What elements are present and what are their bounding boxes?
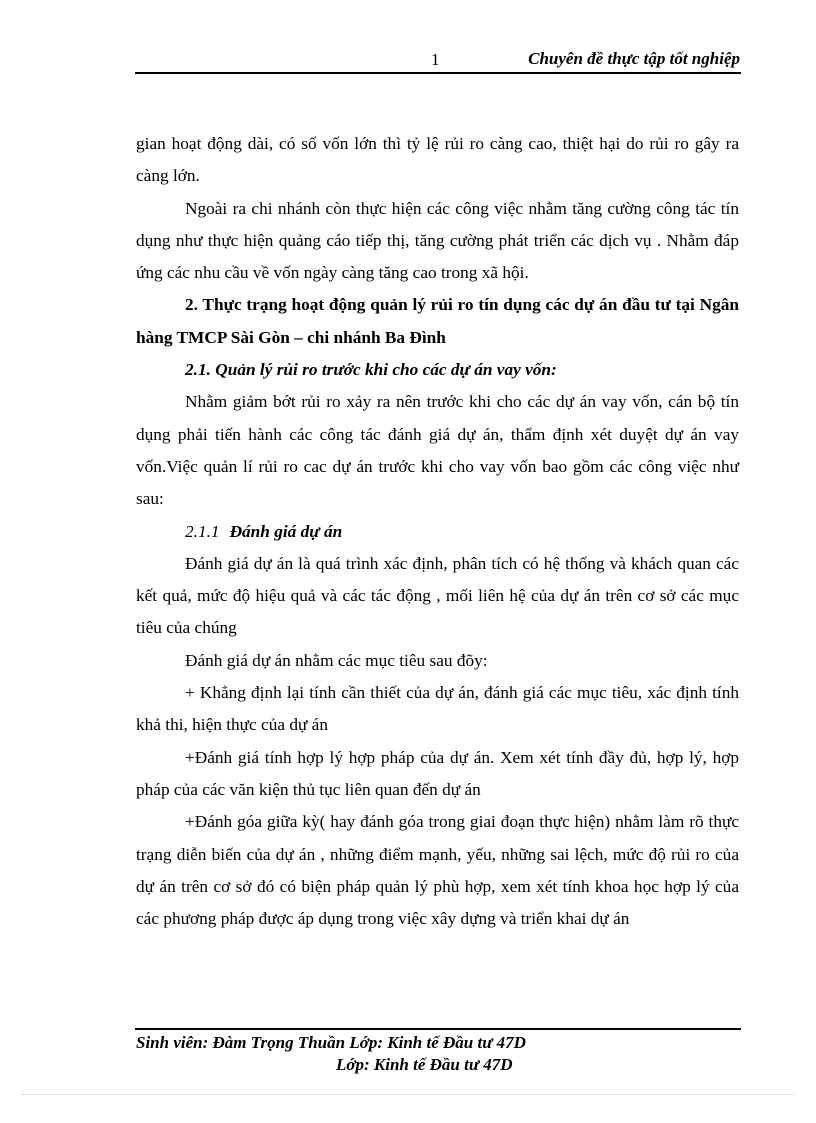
section-heading: 2. Thực trạng hoạt động quản lý rủi ro tín dụng các dự án đầu tư tại Ngân hàng TMCP Sài Gòn – chi nhánh Ba Đình [136,295,739,347]
subsection-heading: 2.1. Quản lý rủi ro trước khi cho các dự án vay vốn: [185,360,557,380]
footer-divider [135,1028,741,1030]
footer-class-line: Lớp: Kinh tế Đầu tư 47D [336,1055,513,1074]
footer-student-line: Sinh viên: Đàm Trọng Thuần Lớp: Kinh tế Đầu tư 47D [136,1033,526,1052]
subsubsection-title: Đánh giá dự án [229,521,343,541]
header-title: Chuyên đề thực tập tốt nghiệp [528,49,740,68]
page-boundary [22,1094,794,1095]
header-divider [135,72,741,74]
paragraph: Nhằm giảm bớt rủi ro xảy ra nên trước khi cho các dự án vay vốn, cán bộ tín dụng phải tiến hành các công tác đánh giá dự án, thẩm định xét duyệt dự án vay vốn.Việc quản lí rủi ro cac dự án trước khi cho vay vốn bao gồm các công việc như sau: [136,392,739,509]
paragraph: gian hoạt động dài, có số vốn lớn thì tỷ lệ rủi ro càng cao, thiệt hại do rủi ro gây ra càng lớn. [136,134,739,186]
subsubsection-number: 2.1.1 [185,521,220,541]
paragraph: Đánh giá dự án là quá trình xác định, phân tích có hệ thống và khách quan các kết quả, mức độ hiệu quả và các tác động , mối liên hệ của dự án trên cơ sở các mục tiêu của chúng [136,553,739,638]
list-item: + Khẳng định lại tính cần thiết của dự án, đánh giá các mục tiêu, xác định tính khả thi, hiện thực của dự án [136,683,739,735]
document-body [136,128,739,935]
paragraph: Đánh giá dự án nhằm các mục tiêu sau đõy: [185,650,488,670]
subsubsection-heading [136,516,739,548]
list-item: +Đánh góa giữa kỳ( hay đánh góa trong giai đoạn thực hiện) nhằm làm rõ thực trạng diễn biến của dự án , những điểm mạnh, yếu, những sai lệch, mức độ rủi ro của dự án trên cơ sở đó có biện pháp quản lý phù hợp, xem xét tính khoa học hợp lý của các phương pháp được áp dụng trong việc xây dựng và triển khai dự án [136,812,739,929]
header-page-number: 1 [431,50,440,69]
list-item: +Đánh giá tính hợp lý hợp pháp của dự án. Xem xét tính đầy đủ, hợp lý, hợp pháp của các văn kiện thủ tục liên quan đến dự án [136,747,739,799]
paragraph: Ngoài ra chi nhánh còn thực hiện các công việc nhằm tăng cường công tác tín dụng như thực hiện quảng cáo tiếp thị, tăng cường phát triển các dịch vụ . Nhằm đáp ứng các nhu cầu về vốn ngày càng tăng cao trong xã hội. [136,198,739,283]
